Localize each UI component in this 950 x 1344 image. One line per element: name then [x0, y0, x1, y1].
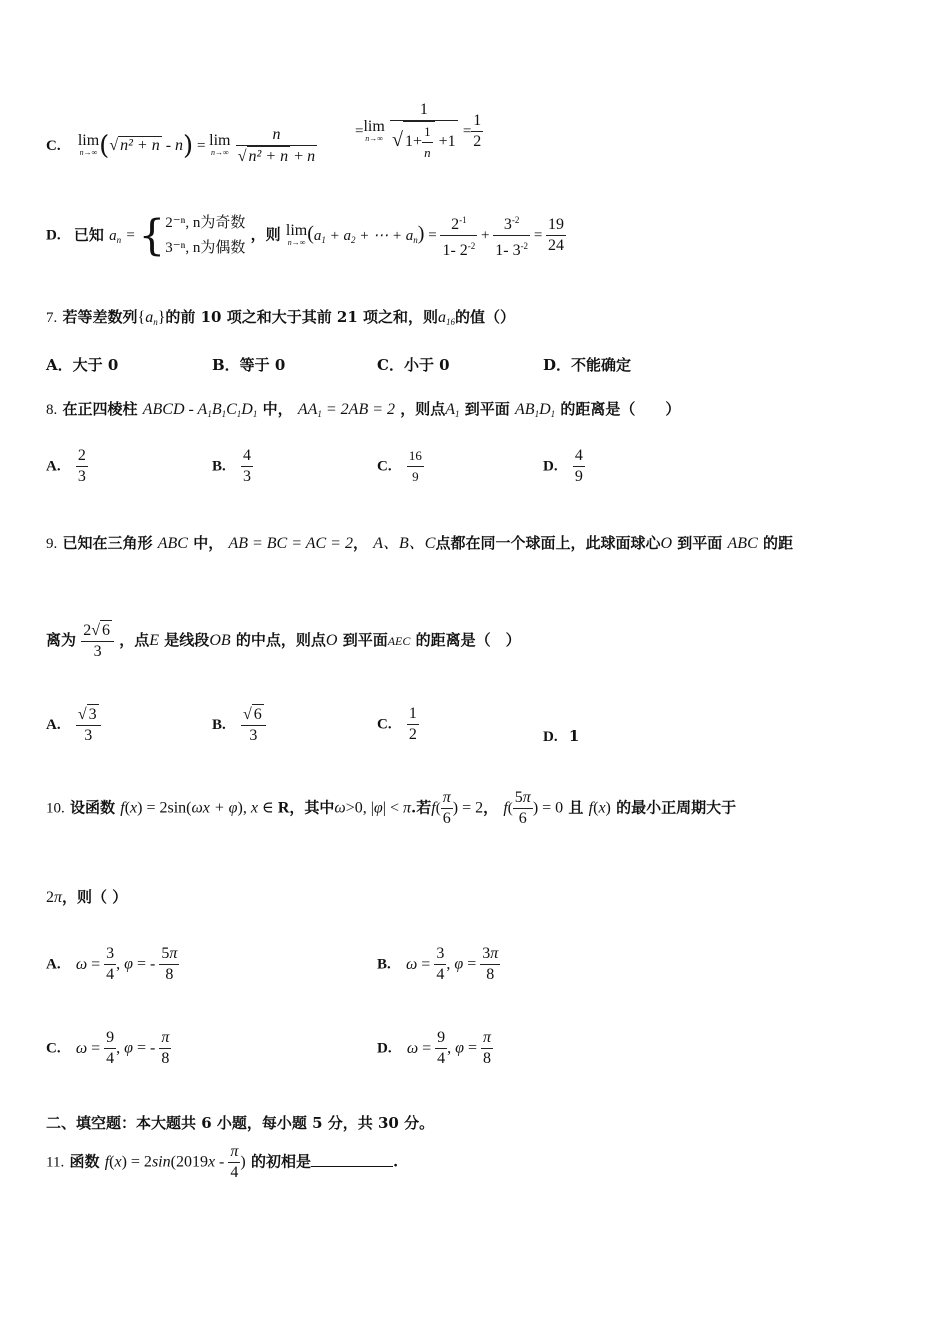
q9-line2d: 的中点，则点	[235, 631, 326, 649]
q8-option-a-num: 2	[77, 447, 86, 464]
q8-option-a-den: 3	[77, 468, 86, 485]
q9-option-a-label: A.	[46, 717, 61, 733]
q9-stem-line2: 离为 $\frac{2√ 6}{3}$ ，点E 是线段OB 的中点，则点O 到平面AEC 的距离是（ ）	[46, 622, 521, 660]
q11-stem: 11. 函数 f(x) = 2sin(2019x - $\frac{\pi}{4}$ ) 的初相是 .	[46, 1143, 399, 1181]
q8-option-b-den: 3	[243, 468, 251, 485]
q8-text4: 到平面	[464, 400, 510, 418]
q6-option-d-then: ，则	[250, 225, 281, 244]
q10-number: 10.	[46, 800, 65, 817]
q8-option-a	[46, 446, 88, 487]
q8-option-b-num: 4	[243, 447, 251, 464]
q8-stem: 8. 在正四棱柱 ABCD - $A_1B_1C_1D_1$ 中， $AA_1 = 2AB = 2$ ，则点$A_1$ 到平面 $AB_1D_1$ 的距离是（ ）	[46, 400, 681, 419]
q8-option-c	[377, 446, 424, 487]
q9-option-d-label: D.	[543, 729, 558, 745]
q9-option-c: C. $\frac{1}{2}$	[377, 705, 417, 743]
q10-text4: ，	[483, 798, 499, 817]
q10-text3: .若	[411, 798, 432, 817]
q8-option-d-num: 4	[574, 447, 583, 464]
q8-option-b-label: B.	[212, 458, 226, 475]
q6-option-c-label: C.	[46, 138, 61, 154]
q8-option-c-label: C.	[377, 458, 392, 475]
q10-text2: ，其中	[289, 798, 335, 817]
q7-number: 7.	[46, 310, 58, 326]
q10-option-d: D. ω = $\frac{9}{4}$ , φ = $\frac{\pi}{8}$	[377, 1029, 492, 1067]
q11-text1: 函数	[69, 1152, 100, 1171]
q8-text1: 在正四棱柱	[62, 400, 138, 418]
q9-line2b: ，点	[119, 631, 150, 649]
q9-text5: 到平面	[677, 534, 723, 552]
q9-text4: 点都在同一个球面上，此球面球心	[435, 534, 661, 552]
q9-line2a: 离为	[46, 631, 77, 649]
section-2-heading: 二、填空题：本大题共 6 小题，每小题 5 分，共 30 分。	[46, 1114, 435, 1132]
q7-text1: 若等差数列	[62, 308, 138, 326]
q9-text1: 已知在三角形	[62, 534, 153, 552]
q9-text2: 中，	[193, 534, 224, 552]
q10-stem-line1: 10. 设函数 f(x) = 2sin(ωx + φ), x ∈ R，其中ω>0, |φ| < π.若f( $\frac{\pi}{6}$ ) = 2， f( $\frac{5\pi}{6}$ ) = 0 且 f(x) 的最小正周期大于	[46, 789, 737, 827]
q8-option-d-den: 9	[574, 468, 583, 485]
q10-option-c: C. ω = $\frac{9}{4}$ , φ = - $\frac{\pi}{8}$	[46, 1029, 170, 1067]
q9-line2c: 是线段	[164, 631, 210, 649]
q6-option-c	[46, 125, 317, 167]
q8-text3: ，则点	[400, 400, 446, 418]
q9-option-d	[543, 727, 579, 746]
q8-option-c-den: 9	[407, 466, 424, 487]
q10-option-d-label: D.	[377, 1040, 392, 1057]
q11-answer-blank[interactable]	[311, 1152, 393, 1167]
q8-option-a-label: A.	[46, 458, 61, 475]
q8-text5: 的距离是（ ）	[560, 400, 681, 418]
q7-option-c: C．小于 0	[377, 356, 450, 374]
q11-number: 11.	[46, 1154, 65, 1171]
q6-option-d-text: 已知	[73, 225, 104, 244]
q7-option-d: D．不能确定	[543, 356, 632, 374]
q10-text1: 设函数	[69, 798, 115, 817]
q11-end: .	[392, 1152, 399, 1171]
q6-option-d: D. 已知 $a_n = \{2^{-n}$, n为奇数 3⁻ⁿ, n为偶数 ，则 lim n→∞ ($a_1 + a_2$ + ⋯ + $a_n$) = $\frac{2^{-1}}{1- 2^{-2}}$ + $\frac{3^{-2}}{1- 3^{-2}}$ = $\frac{19}{24}$	[46, 210, 565, 260]
q8-option-d	[543, 446, 585, 487]
q7-option-a: A．大于 0	[46, 356, 119, 374]
q11-text2: 的初相是	[250, 1152, 311, 1171]
q6-option-c-formula: lim n→∞ (√ n² + n - n) = lim n→∞ $\frac{n}{\text{√ n² + n + n}}$	[77, 126, 316, 165]
q9-line2e: 到平面	[342, 631, 388, 649]
q9-line2f: 的距离是（ ）	[415, 631, 521, 649]
q6-option-c-continued: =lim n→∞ 1 √ 1+ $\frac{1}{n}$ +1 = $\frac{1}{2}$	[355, 100, 483, 163]
q8-option-c-num: 16	[408, 448, 422, 463]
q7-option-b: B．等于 0	[212, 356, 286, 374]
q10-text5: 且	[568, 798, 584, 817]
q10-option-a-label: A.	[46, 956, 61, 973]
q6-case-odd: 2⁻ⁿ, n为奇数	[165, 214, 246, 231]
q6-case-even: 3⁻ⁿ, n为偶数	[165, 239, 246, 256]
q10-option-a: A. ω = $\frac{3}{4}$ , φ = - $\frac{5\pi}{8}$	[46, 945, 178, 983]
q8-option-d-label: D.	[543, 458, 558, 475]
q9-option-b-label: B.	[212, 717, 226, 733]
q9-option-a: A. $\frac{√ 3}{3}$	[46, 704, 101, 746]
q7-text3: 的值（）	[455, 308, 516, 326]
q9-option-b: B. $\frac{√ 6}{3}$	[212, 704, 266, 746]
q8-number: 8.	[46, 402, 58, 418]
q7-stem: 7. 若等差数列$\{a_n\}$的前 10 项之和大于其前 21 项之和，则$a_{16}$的值（）	[46, 308, 516, 327]
q6-option-d-label: D.	[46, 227, 61, 244]
q9-option-d-value: 1	[568, 727, 580, 745]
q8-option-b	[212, 446, 253, 487]
q7-text2: 的前 10 项之和大于其前 21 项之和，则	[165, 308, 439, 326]
q10-line2: ，则（ ）	[62, 888, 128, 906]
q10-text6: 的最小正周期大于	[616, 798, 737, 817]
q8-text2: 中，	[262, 400, 293, 418]
q10-option-b: B. ω = $\frac{3}{4}$ , φ = $\frac{3\pi}{8}$	[377, 945, 499, 983]
q9-number: 9.	[46, 536, 58, 552]
q9-option-c-label: C.	[377, 716, 392, 733]
q9-text6: 的距	[762, 534, 793, 552]
q10-option-b-label: B.	[377, 956, 391, 973]
q9-stem-line1: 9. 已知在三角形 ABC 中， AB = BC = AC = 2， A、B、C点都在同一个球面上，此球面球心O 到平面 ABC 的距	[46, 534, 793, 552]
q9-text3: ，	[352, 534, 368, 552]
q10-option-c-label: C.	[46, 1040, 61, 1057]
q10-stem-line2: 2π，则（ ）	[46, 888, 128, 906]
